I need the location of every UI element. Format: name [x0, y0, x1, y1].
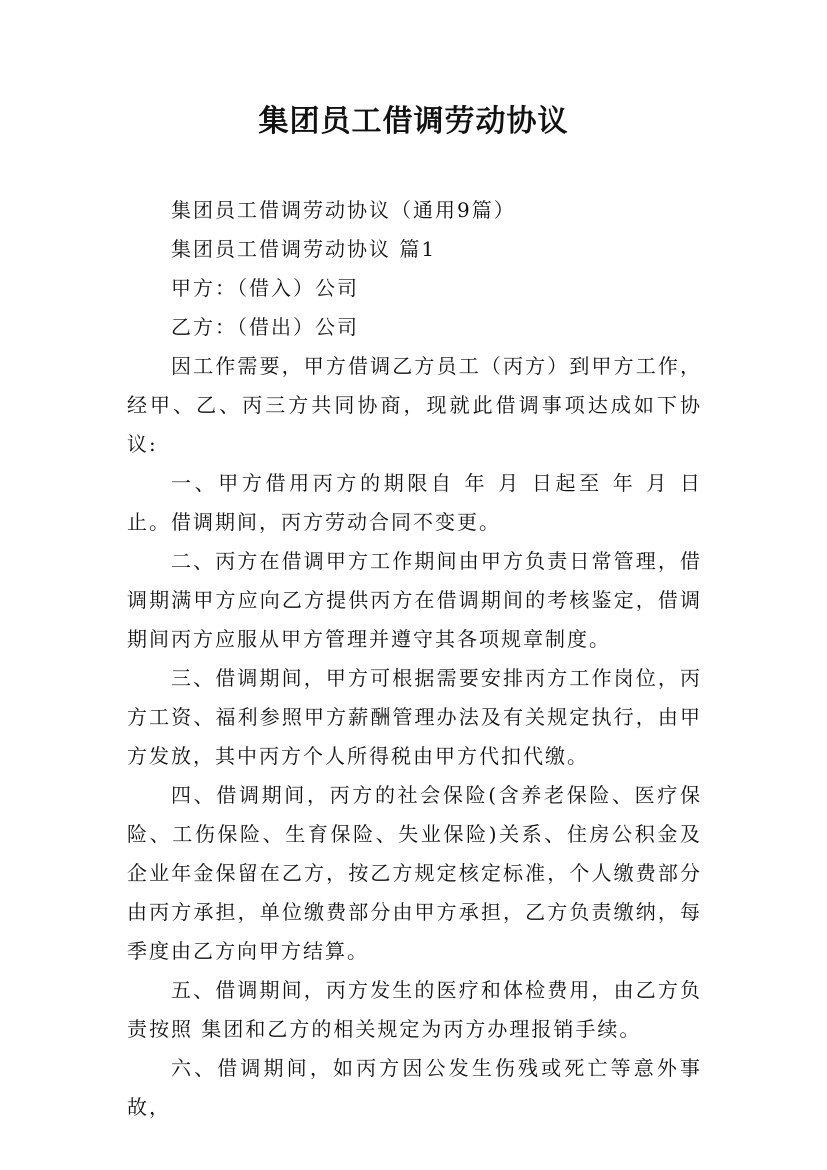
paragraph-clause-4: 四、借调期间，丙方的社会保险(含养老保险、医疗保险、工伤保险、生育保险、失业保险)关系、住房公积金及企业年金保留在乙方，按乙方规定核定标准，个人缴费部分由丙方承担，单位缴费部分由甲方承担，乙方负责缴纳，每季度由乙方向甲方结算。 — [127, 783, 702, 963]
paragraph-clause-2: 二、丙方在借调甲方工作期间由甲方负责日常管理，借调期满甲方应向乙方提供丙方在借调期间的考核鉴定，借调期间丙方应服从甲方管理并遵守其各项规章制度。 — [127, 549, 702, 651]
paragraph-clause-3: 三、借调期间，甲方可根据需要安排丙方工作岗位，丙方工资、福利参照甲方薪酬管理办法及有关规定执行，由甲方发放，其中丙方个人所得税由甲方代扣代缴。 — [127, 666, 702, 768]
paragraph-section-title: 集团员工借调劳动协议 篇1 — [171, 237, 437, 261]
document-body — [127, 191, 702, 1127]
paragraph-party-a: 甲方：（借入）公司 — [171, 276, 359, 300]
paragraph-clause-1: 一、甲方借用丙方的期限自 年 月 日起至 年 月 日止。借调期间，丙方劳动合同不变更。 — [127, 471, 702, 534]
document-title: 集团员工借调劳动协议 — [258, 104, 569, 139]
paragraph-collection-title: 集团员工借调劳动协议（通用9篇） — [171, 198, 516, 222]
paragraph-intro: 因工作需要，甲方借调乙方员工（丙方）到甲方工作，经甲、乙、丙三方共同协商，现就此借调事项达成如下协议: — [127, 354, 702, 456]
paragraph-clause-6: 六、借调期间，如丙方因公发生伤残或死亡等意外事故， — [127, 1056, 702, 1119]
paragraph-party-b: 乙方：（借出）公司 — [171, 315, 359, 339]
paragraph-clause-5: 五、借调期间，丙方发生的医疗和体检费用，由乙方负责按照 集团和乙方的相关规定为丙方办理报销手续。 — [127, 978, 702, 1041]
